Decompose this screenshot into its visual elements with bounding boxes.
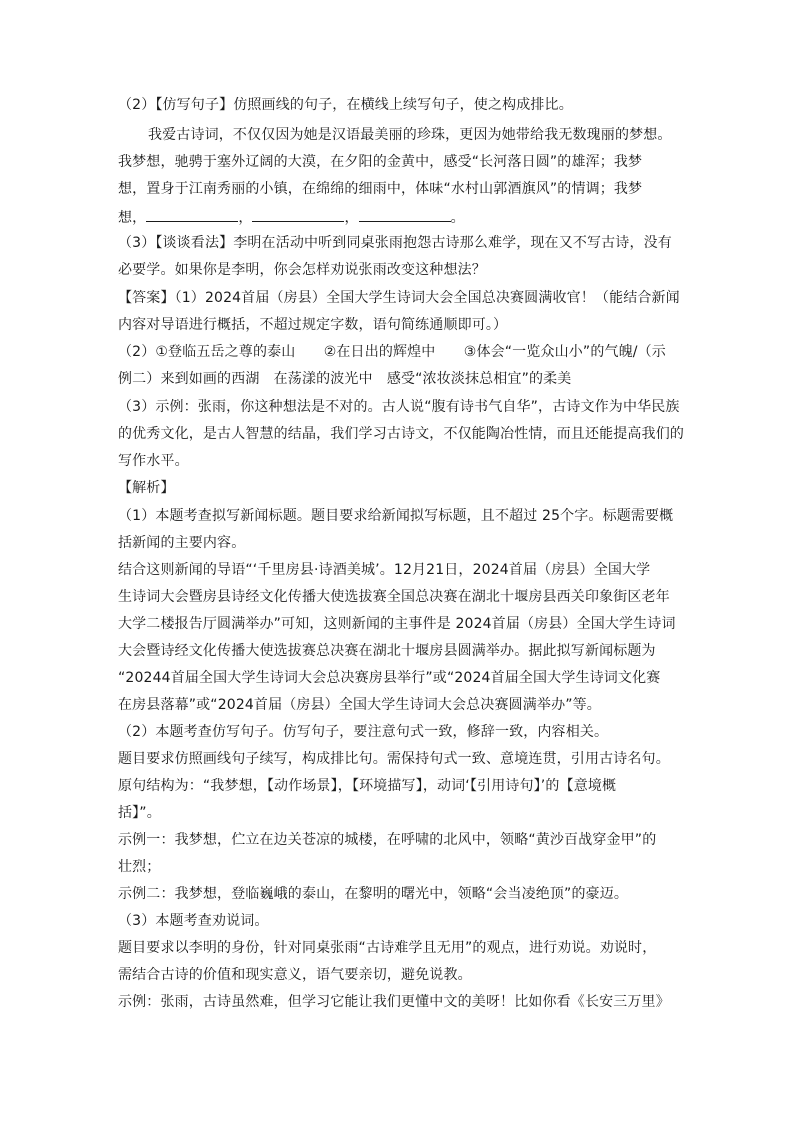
analysis-line: 大学二楼报告厅圆满举办”可知，这则新闻的主事件是 2024首届（房县）全国大学生诗词 (118, 616, 676, 632)
analysis-line: （1）本题考查拟写新闻标题。题目要求给新闻拟写标题，且不超过 25个字。标题需要概 (118, 508, 674, 524)
passage-line: 我爱古诗词，不仅仅因为她是汉语最美丽的珍珠，更因为她带给我无数瑰丽的梦想。 (148, 127, 672, 143)
question-2-prompt: （2）【仿写句子】仿照画线的句子，在横线上续写句子，使之构成排比。 (118, 97, 573, 113)
answer-line: 写作水平。 (118, 453, 189, 469)
blank-separator: ， (344, 210, 359, 226)
question-3-prompt: 必要学。如果你是李明，你会怎样劝说张雨改变这种想法？ (118, 262, 486, 278)
analysis-line: （2）本题考查仿写句子。仿写句子，要注意句式一致，修辞一致，内容相关。 (118, 724, 609, 740)
example-line: 示例二：我梦想，登临巍峨的泰山，在黎明的曙光中，领略“会当凌绝顶”的豪迈。 (118, 886, 629, 902)
example-line: 壮烈； (118, 859, 161, 875)
answer-line: 内容对导语进行概括，不超过规定字数，语句简练通顺即可。） (118, 317, 508, 333)
fill-in-line (118, 207, 678, 227)
analysis-line: 在房县落幕”或“2024首届（房县）全国大学生诗词大会总决赛圆满举办”等。 (118, 697, 601, 713)
analysis-line: 需结合古诗的价值和现实意义，语气要亲切，避免说教。 (118, 967, 472, 983)
analysis-line: 生诗词大会暨房县诗经文化传播大使选拔赛全国总决赛在湖北十堰房县西关印象街区老年 (118, 589, 670, 605)
analysis-line: （3）本题考查劝说词。 (118, 913, 269, 929)
analysis-heading: 【解析】 (118, 480, 175, 496)
answer-blank-1[interactable] (146, 207, 238, 222)
answer-blank-3[interactable] (359, 207, 451, 222)
example-line: 示例一：我梦想，伫立在边关苍凉的城楼，在呼啸的北风中，领略“黄沙百战穿金甲”的 (118, 832, 657, 848)
analysis-line: 结合这则新闻的导语“‘千里房县·诗酒美城’。12月21日，2024首届（房县）全国大学 (118, 562, 651, 578)
answer-line: 的优秀文化，是古人智慧的结晶，我们学习古诗文，不仅能陶冶性情，而且还能提高我们的 (118, 426, 684, 442)
analysis-line: “20244首届全国大学生诗词大会总决赛房县举行”或“2024首届全国大学生诗词文化赛 (118, 670, 661, 686)
analysis-line: 题目要求仿照画线句子续写，构成排比句。需保持句式一致、意境连贯，引用古诗名句。 (118, 751, 670, 767)
blank-end: 。 (450, 210, 465, 226)
analysis-line: 括】”。 (118, 805, 161, 821)
answer-heading: 【答案】（1）2024首届（房县）全国大学生诗词大会全国总决赛圆满收官！（能结合新闻 (118, 290, 680, 306)
blank-separator: ， (238, 210, 253, 226)
fill-in-prefix: 想， (118, 210, 147, 226)
passage-line: 我梦想，驰骋于塞外辽阔的大漠，在夕阳的金黄中，感受“长河落日圆”的雄浑；我梦 (118, 154, 643, 170)
analysis-line: 大会暨诗经文化传播大使选拔赛总决赛在湖北十堰房县圆满举办。据此拟写新闻标题为 (118, 643, 656, 659)
analysis-line: 原句结构为：“我梦想，【动作场景】，【环境描写】，动词‘【引用诗句】’的【意境概 (118, 778, 617, 794)
analysis-line: 题目要求以李明的身份，针对同桌张雨“古诗难学且无用”的观点，进行劝说。劝说时， (118, 940, 657, 956)
answer-line: （2）①登临五岳之尊的泰山 ②在日出的辉煌中 ③体会“一览众山小”的气魄/（示 (118, 344, 666, 360)
question-3-prompt: （3）【谈谈看法】李明在活动中听到同桌张雨抱怨古诗那么难学，现在又不写古诗，没有 (118, 235, 672, 251)
analysis-line: 括新闻的主要内容。 (118, 535, 246, 551)
passage-line: 想，置身于江南秀丽的小镇，在绵绵的细雨中，体味“水村山郭酒旗风”的情调；我梦 (118, 181, 643, 197)
example-line: 示例：张雨，古诗虽然难，但学习它能让我们更懂中文的美呀！比如你看《长安三万里》 (118, 994, 670, 1010)
answer-line: 例二）来到如画的西湖 在荡漾的波光中 感受“浓妆淡抹总相宜”的柔美 (118, 371, 572, 387)
answer-blank-2[interactable] (252, 207, 344, 222)
answer-line: （3）示例：张雨，你这种想法是不对的。古人说“腹有诗书气自华”，古诗文作为中华民族 (118, 399, 680, 415)
